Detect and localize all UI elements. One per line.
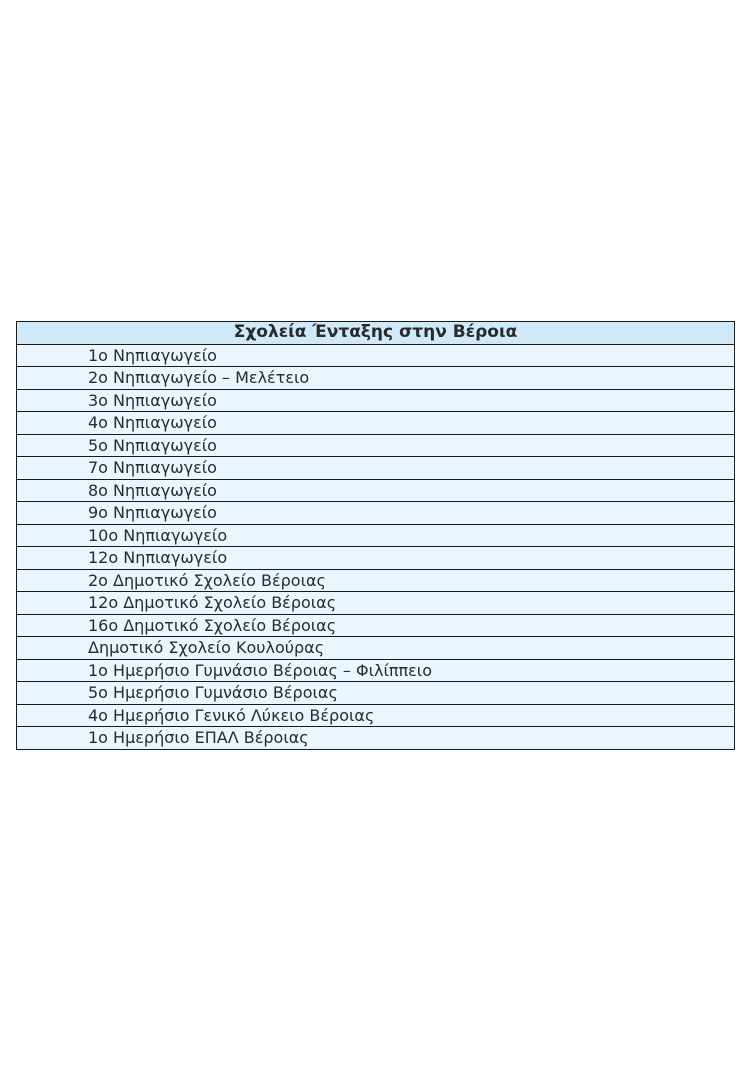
table-row <box>17 637 735 660</box>
table-row <box>17 682 735 705</box>
school-name-cell: 12ο Νηπιαγωγείο <box>17 547 735 570</box>
school-name-cell: 16ο Δημοτικό Σχολείο Βέροιας <box>17 614 735 637</box>
school-name-cell: 3ο Νηπιαγωγείο <box>17 389 735 412</box>
table-row <box>17 344 735 367</box>
school-name-cell: 1ο Ημερήσιο Γυμνάσιο Βέροιας – Φιλίππειο <box>17 659 735 682</box>
table-row <box>17 614 735 637</box>
table-row <box>17 457 735 480</box>
table-row <box>17 524 735 547</box>
school-name-cell: 4ο Ημερήσιο Γενικό Λύκειο Βέροιας <box>17 704 735 727</box>
school-name-cell: 1ο Ημερήσιο ΕΠΑΛ Βέροιας <box>17 727 735 750</box>
school-name-cell: 5ο Νηπιαγωγείο <box>17 434 735 457</box>
school-name-cell: 2ο Νηπιαγωγείο – Μελέτειο <box>17 367 735 390</box>
table-row <box>17 479 735 502</box>
table-row <box>17 659 735 682</box>
schools-table <box>16 321 735 750</box>
table-row <box>17 412 735 435</box>
school-name-cell: 1ο Νηπιαγωγείο <box>17 344 735 367</box>
table-row <box>17 389 735 412</box>
table-row <box>17 367 735 390</box>
school-name-cell: 4ο Νηπιαγωγείο <box>17 412 735 435</box>
school-name-cell: 10ο Νηπιαγωγείο <box>17 524 735 547</box>
table-row <box>17 434 735 457</box>
table-row <box>17 547 735 570</box>
table-row <box>17 502 735 525</box>
table-row <box>17 727 735 750</box>
table-header-row <box>17 322 735 345</box>
school-name-cell: 5ο Ημερήσιο Γυμνάσιο Βέροιας <box>17 682 735 705</box>
school-name-cell: 7ο Νηπιαγωγείο <box>17 457 735 480</box>
school-name-cell: 9ο Νηπιαγωγείο <box>17 502 735 525</box>
school-name-cell: 2ο Δημοτικό Σχολείο Βέροιας <box>17 569 735 592</box>
table-row <box>17 592 735 615</box>
school-name-cell: Δημοτικό Σχολείο Κουλούρας <box>17 637 735 660</box>
table-title: Σχολεία Ένταξης στην Βέροια <box>17 322 735 345</box>
table-row <box>17 704 735 727</box>
school-name-cell: 8ο Νηπιαγωγείο <box>17 479 735 502</box>
school-name-cell: 12ο Δημοτικό Σχολείο Βέροιας <box>17 592 735 615</box>
table-row <box>17 569 735 592</box>
